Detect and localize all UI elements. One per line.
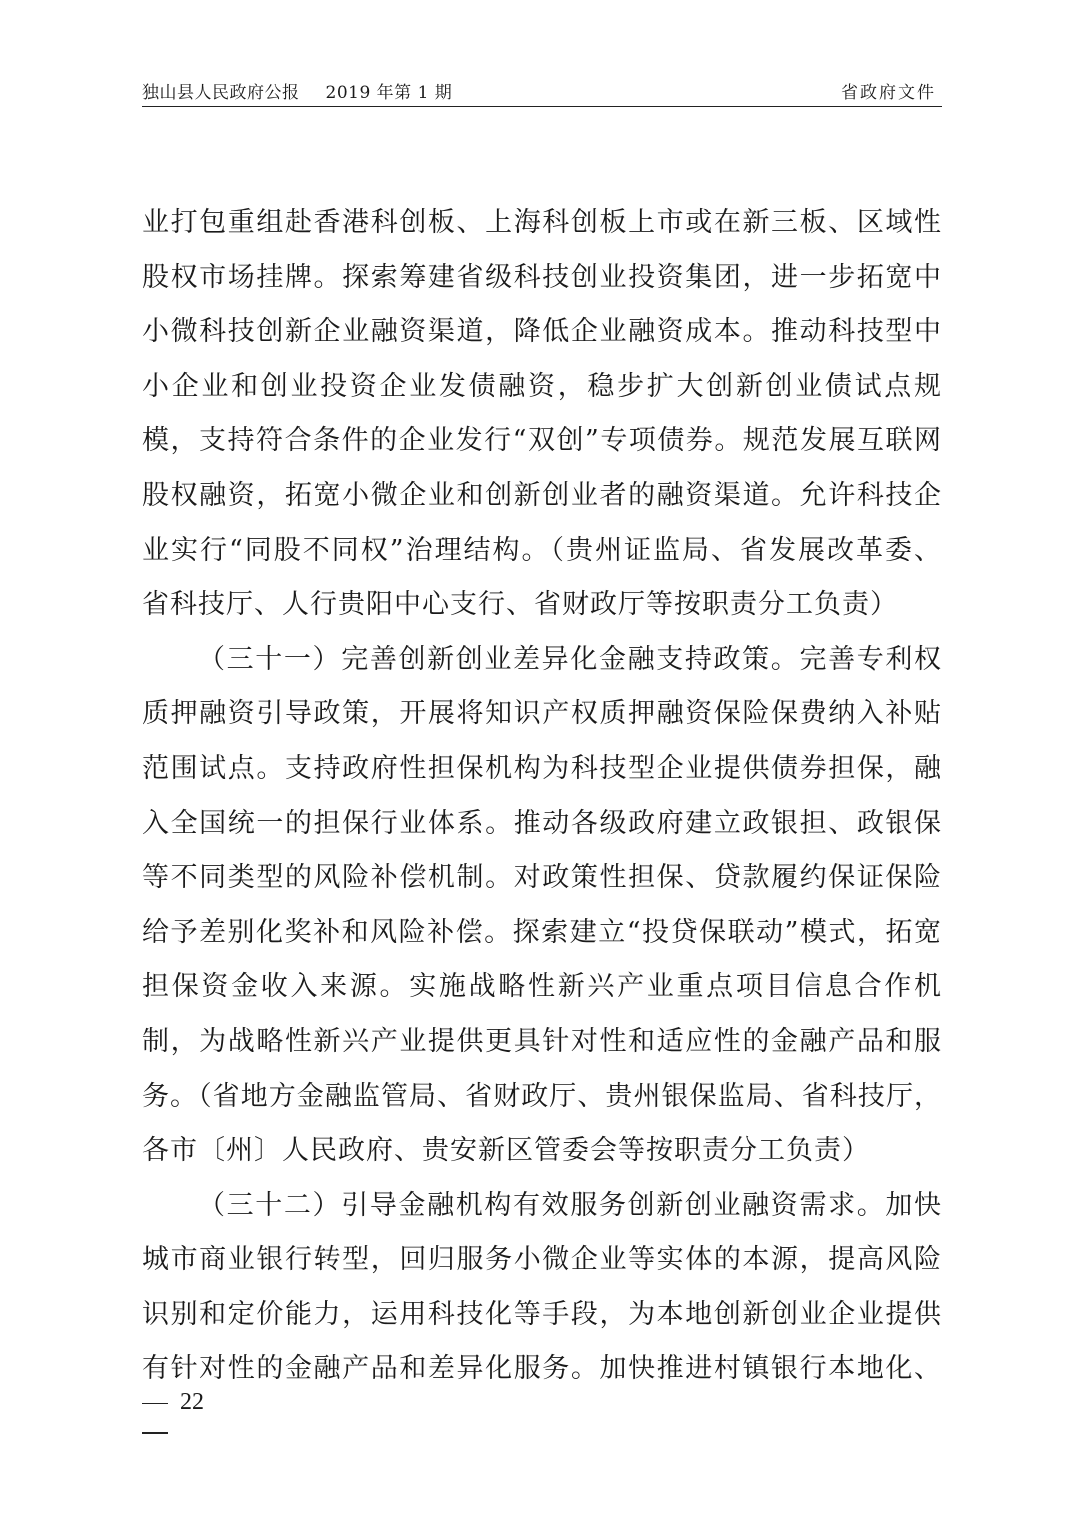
section-title: 省政府文件: [841, 83, 936, 103]
page-number: 22: [180, 1389, 204, 1415]
text-line: 小微科技创新企业融资渠道，降低企业融资成本。推动科技型中: [142, 316, 942, 348]
text-line: 股权市场挂牌。探索筹建省级科技创业投资集团，进一步拓宽中: [142, 261, 942, 293]
text-line: 入全国统一的担保行业体系。推动各级政府建立政银担、政银保: [142, 807, 942, 839]
text-line: 小企业和创业投资企业发债融资，稳步扩大创新创业债试点规: [142, 370, 942, 402]
text-line: 担保资金收入来源。实施战略性新兴产业重点项目信息合作机: [142, 971, 942, 1003]
text-line: 省科技厅、人行贵阳中心支行、省财政厅等按职责分工负责）: [142, 589, 898, 621]
page-number-dash-bottom: [142, 1432, 168, 1434]
document-body: [142, 196, 942, 1397]
text-line: 范围试点。支持政府性担保机构为科技型企业提供债券担保，融: [142, 752, 942, 784]
page-number-dash: [142, 1403, 168, 1405]
publication-title: 独山县人民政府公报: [142, 83, 300, 103]
text-line: 各市〔州〕人民政府、贵安新区管委会等按职责分工负责）: [142, 1135, 870, 1167]
text-line: 给予差别化奖补和风险补偿。探索建立“投贷保联动”模式，拓宽: [142, 916, 942, 948]
text-line: 城市商业银行转型，回归服务小微企业等实体的本源，提高风险: [142, 1244, 942, 1276]
paragraph-heading-32: （三十二）引导金融机构有效服务创新创业融资需求。加快: [198, 1189, 942, 1221]
text-line: 务。（省地方金融监管局、省财政厅、贵州银保监局、省科技厅，: [142, 1080, 942, 1112]
text-line: 模，支持符合条件的企业发行“双创”专项债券。规范发展互联网: [142, 425, 942, 457]
text-line: 业打包重组赴香港科创板、上海科创板上市或在新三板、区域性: [142, 207, 942, 238]
text-line: 有针对性的金融产品和差异化服务。加快推进村镇银行本地化、: [142, 1353, 942, 1385]
text-line: 业实行“同股不同权”治理结构。（贵州证监局、省发展改革委、: [142, 534, 942, 566]
page-footer: [142, 1388, 204, 1434]
text-line: 制，为战略性新兴产业提供更具针对性和适应性的金融产品和服: [142, 1025, 942, 1057]
text-line: 识别和定价能力，运用科技化等手段，为本地创新创业企业提供: [142, 1298, 942, 1330]
header-left: [142, 78, 452, 103]
text-line: 等不同类型的风险补偿机制。对政策性担保、贷款履约保证保险: [142, 862, 942, 894]
issue-number: 2019 年第 1 期: [325, 83, 453, 103]
page-header: [142, 76, 942, 107]
text-line: 股权融资，拓宽小微企业和创新创业者的融资渠道。允许科技企: [142, 479, 942, 511]
text-line: 质押融资引导政策，开展将知识产权质押融资保险保费纳入补贴: [142, 698, 942, 730]
paragraph-heading-31: （三十一）完善创新创业差异化金融支持政策。完善专利权: [198, 643, 942, 675]
